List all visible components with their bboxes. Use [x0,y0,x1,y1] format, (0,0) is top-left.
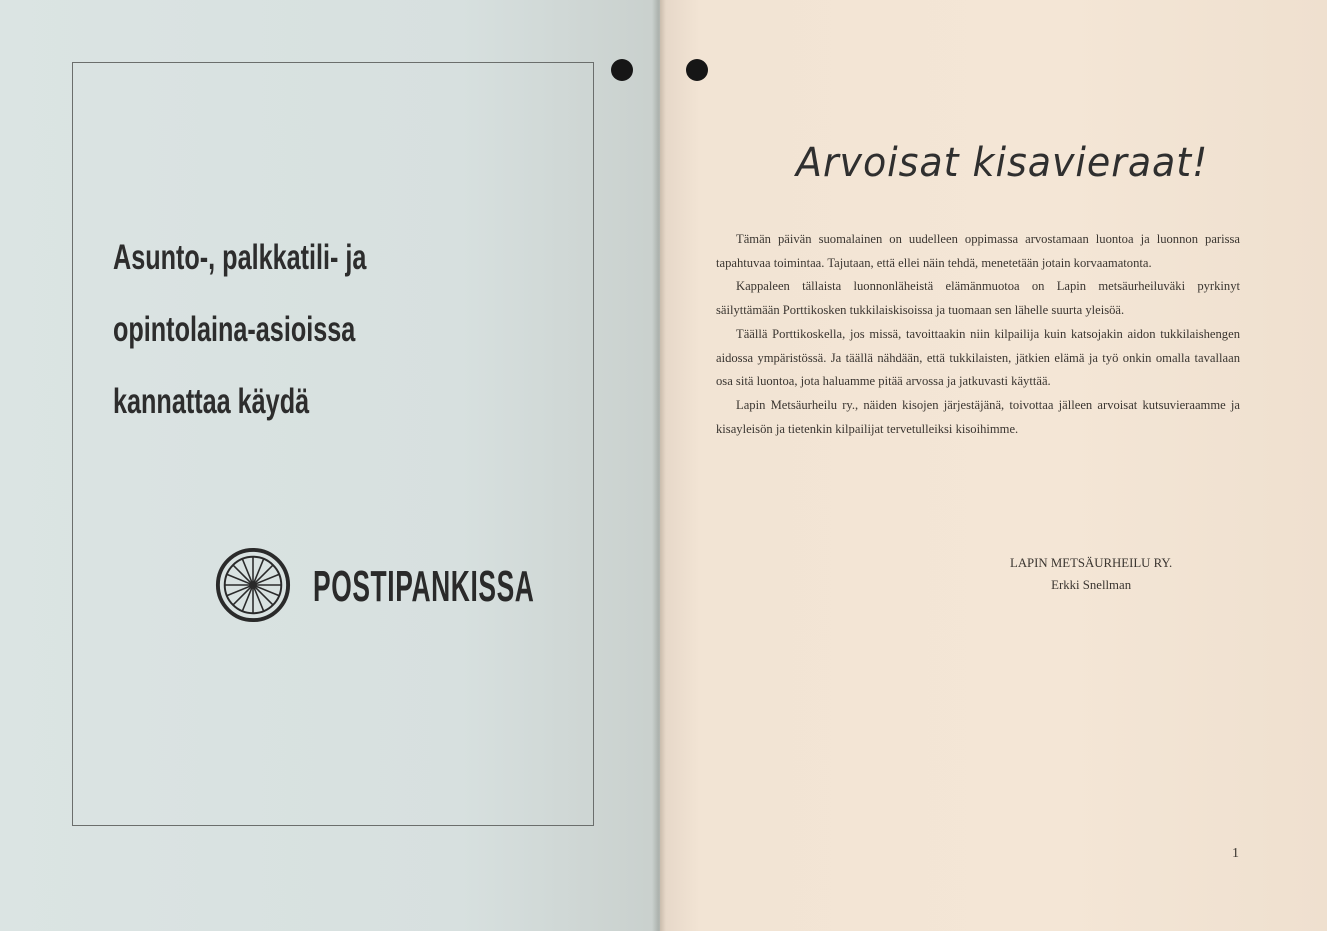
book-spine [652,0,666,931]
signature-organization: LAPIN METSÄURHEILU RY. [1010,556,1173,570]
paragraph-3: Täällä Porttikoskella, jos missä, tavoittaakin niin kilpailija kuin katsojakin aidon tukkilaishengen aidossa ympäristössä. Ja täällä nähdään, että tukkilaisten, jätkien elämä ja työ onkin omalla tavallaan osa sitä luontoa, jota haluamme pitää arvossa ja jatkuvasti käyttää. [716,326,1240,389]
signature-name: Erkki Snellman [1051,578,1132,592]
paragraph-2: Kappaleen tällaista luonnonläheistä elämänmuotoa on Lapin metsäurheiluväki pyrkinyt säilyttämään Porttikosken tukkilaiskisoissa ja tuomaan sen lähelle suurta yleisöä. [716,279,1240,318]
ad-line-2: opintolaina-asioissa [113,310,356,349]
paragraph-1: Tämän päivän suomalainen on uudelleen oppimassa arvostamaan luontoa ja luonnon parissa tapahtuvaa toimintaa. Tajutaan, että ellei näin tehdä, menetetään jotain korvaamatonta. [716,232,1240,270]
page-number: 1 [1232,846,1239,861]
wheel-icon [214,546,292,624]
advertisement-frame [72,62,594,826]
paragraph-4: Lapin Metsäurheilu ry., näiden kisojen järjestäjänä, toivottaa jälleen arvoisat kutsuvieraamme ja kisayleisön ja tietenkin kilpailijat tervetulleiksi kisoihimme. [716,397,1240,436]
brand-name: POSTIPANKISSA [313,562,535,611]
left-page [0,0,660,931]
punch-hole-right [686,59,708,81]
ad-line-3: kannattaa käydä [113,382,310,421]
punch-hole-left [611,59,633,81]
page-heading: Arvoisat kisavieraat! [796,140,1209,186]
signature-block [1010,552,1172,596]
welcome-letter [716,228,1240,441]
advertisement-text [113,222,366,438]
ad-line-1: Asunto-, palkkatili- ja [113,238,367,277]
